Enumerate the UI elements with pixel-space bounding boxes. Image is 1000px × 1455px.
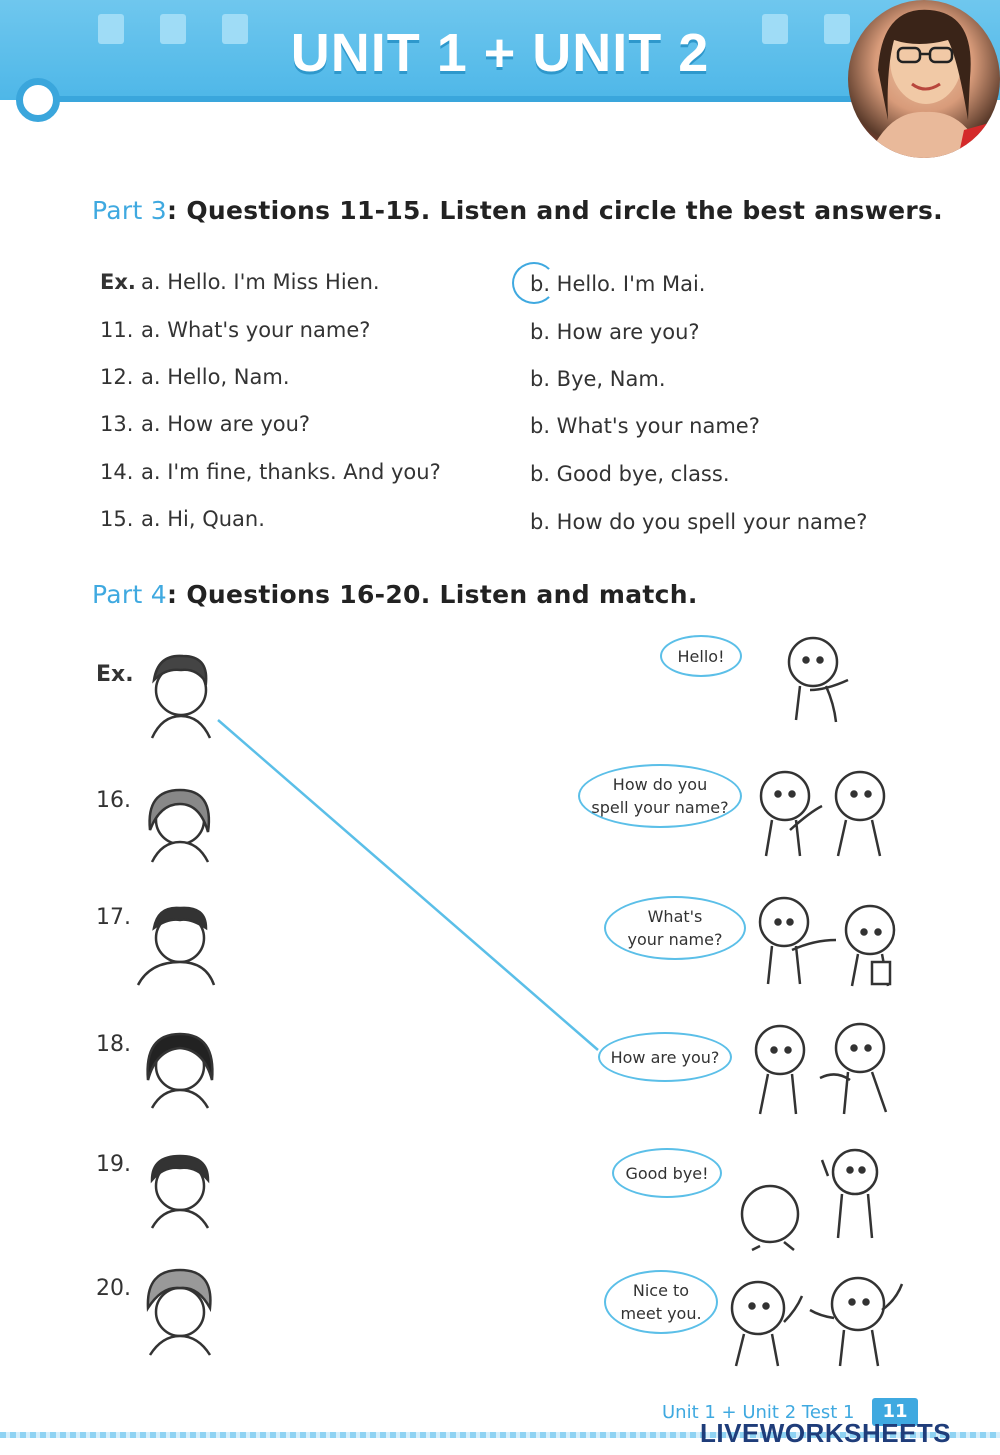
question-number: Ex. [100, 270, 136, 294]
question-number: 15. [100, 507, 134, 531]
page-number: 11 [872, 1398, 918, 1426]
speech-bubble[interactable]: Nice to meet you. [604, 1270, 718, 1334]
child-portrait[interactable] [150, 790, 209, 862]
speech-bubble[interactable]: Good bye! [612, 1148, 722, 1198]
option-b[interactable]: b. What's your name? [530, 414, 760, 438]
stick-figure-scene[interactable] [732, 1278, 902, 1366]
option-a[interactable]: a. Hi, Quan. [141, 507, 265, 531]
speech-bubble[interactable]: How are you? [598, 1032, 732, 1082]
unit-title: UNIT 1 + UNIT 2 [290, 23, 710, 83]
speech-bubble[interactable]: How do you spell your name? [578, 764, 742, 828]
option-a[interactable]: a. How are you? [141, 412, 311, 436]
child-portrait[interactable] [138, 908, 214, 985]
match-number: 17. [96, 905, 131, 930]
stick-figure-scene[interactable] [756, 1024, 886, 1114]
option-b[interactable]: b. How do you spell your name? [530, 510, 868, 534]
option-a[interactable]: a. Hello, Nam. [141, 365, 290, 389]
part3-label: Part 3 [92, 196, 168, 225]
match-number: 20. [96, 1276, 131, 1301]
stick-figure-scene[interactable] [742, 1150, 877, 1250]
footer-caption: Unit 1 + Unit 2 Test 1 [662, 1402, 855, 1423]
child-portrait[interactable] [152, 656, 210, 738]
question-number: 12. [100, 365, 134, 389]
option-b[interactable]: b. Hello. I'm Mai. [530, 272, 706, 296]
option-b[interactable]: b. Good bye, class. [530, 462, 730, 486]
child-portrait[interactable] [148, 1270, 211, 1355]
brand-logo: LIVEWORKSHEETS [700, 1418, 952, 1448]
example-match-line [218, 720, 598, 1050]
option-a[interactable]: a. I'm fine, thanks. And you? [141, 460, 441, 484]
option-a[interactable]: a. Hello. I'm Miss Hien. [141, 270, 380, 294]
match-number: 19. [96, 1152, 131, 1177]
stick-figure-scene[interactable] [761, 772, 884, 856]
speech-bubble[interactable]: Hello! [660, 635, 742, 677]
match-number: Ex. [96, 662, 134, 687]
question-number: 14. [100, 460, 134, 484]
part4-instruction: : Questions 16-20. Listen and match. [167, 580, 698, 609]
question-number: 11. [100, 318, 134, 342]
match-number: 16. [96, 788, 131, 813]
stick-figure-scene[interactable] [760, 898, 894, 986]
part4-label: Part 4 [92, 580, 168, 609]
child-portrait[interactable] [152, 1156, 208, 1228]
question-number: 13. [100, 412, 134, 436]
part3-instruction: : Questions 11-15. Listen and circle the best answers. [167, 196, 943, 225]
stick-figure-scene[interactable] [789, 638, 848, 722]
match-number: 18. [96, 1032, 131, 1057]
child-portrait[interactable] [148, 1034, 213, 1108]
speech-bubble[interactable]: What's your name? [604, 896, 746, 960]
option-b[interactable]: b. How are you? [530, 320, 700, 344]
option-a[interactable]: a. What's your name? [141, 318, 371, 342]
option-b[interactable]: b. Bye, Nam. [530, 367, 666, 391]
